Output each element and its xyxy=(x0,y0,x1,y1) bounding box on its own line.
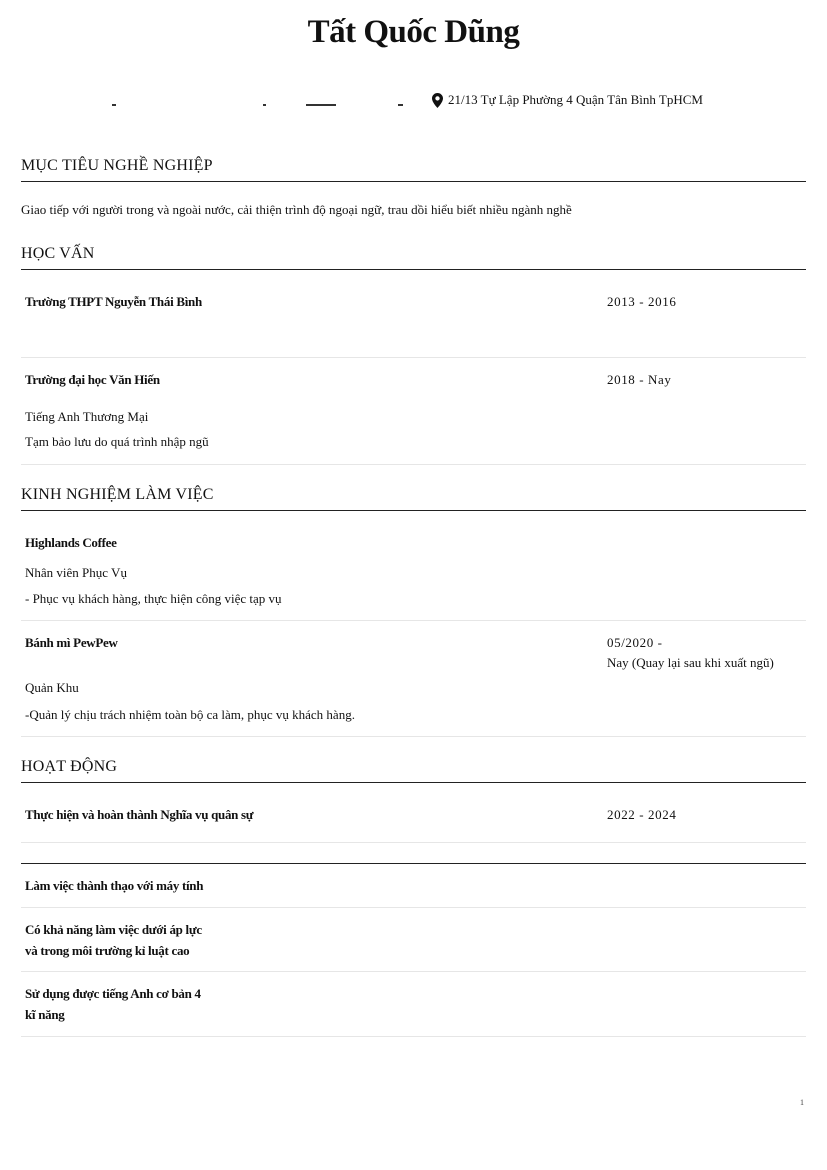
education-note: Tạm bảo lưu do quá trình nhập ngũ xyxy=(25,434,209,449)
experience-period-end: Nay (Quay lại sau khi xuất ngũ) xyxy=(607,655,774,670)
experience-role: Quản Khu xyxy=(25,680,79,695)
education-school: Trường THPT Nguyễn Thái Bình xyxy=(25,294,202,309)
education-period: 2013 - 2016 xyxy=(607,294,677,309)
education-major: Tiếng Anh Thương Mại xyxy=(25,409,149,424)
education-divider xyxy=(21,357,806,358)
experience-description: -Quản lý chịu trách nhiệm toàn bộ ca làm, phục vụ khách hàng. xyxy=(25,707,355,722)
experience-company: Highlands Coffee xyxy=(25,535,117,550)
skill-item: Sử dụng được tiếng Anh cơ bản 4 xyxy=(25,986,201,1001)
objective-rule xyxy=(21,181,806,182)
skills-divider xyxy=(21,971,806,972)
cropped-contact-line xyxy=(108,98,408,112)
skills-divider xyxy=(21,907,806,908)
skill-item-continued: kĩ năng xyxy=(25,1007,65,1022)
education-heading: HỌC VẤN xyxy=(21,245,95,262)
experience-company: Bánh mì PewPew xyxy=(25,635,118,650)
address-line xyxy=(432,92,703,108)
skill-item: Làm việc thành thạo với máy tính xyxy=(25,878,204,893)
experience-period-start: 05/2020 - xyxy=(607,635,663,650)
experience-heading: KINH NGHIỆM LÀM VIỆC xyxy=(21,486,214,503)
skill-item: Có khả năng làm việc dưới áp lực xyxy=(25,922,202,937)
experience-divider xyxy=(21,620,806,621)
objective-text: Giao tiếp với người trong và ngoài nước, cải thiện trình độ ngoại ngữ, trau dồi hiểu biết nhiều ngành nghề xyxy=(21,202,572,217)
activities-rule xyxy=(21,782,806,783)
skills-divider xyxy=(21,1036,806,1037)
objective-heading: MỤC TIÊU NGHỀ NGHIỆP xyxy=(21,157,213,174)
activity-period: 2022 - 2024 xyxy=(607,807,677,822)
education-period: 2018 - Nay xyxy=(607,372,672,387)
education-divider xyxy=(21,464,806,465)
activities-divider xyxy=(21,842,806,843)
location-pin-icon xyxy=(432,93,443,108)
address-text: 21/13 Tự Lập Phường 4 Quận Tân Bình TpHCM xyxy=(448,92,703,107)
education-rule xyxy=(21,269,806,270)
skill-item-continued: và trong môi trường kỉ luật cao xyxy=(25,943,190,958)
experience-divider xyxy=(21,736,806,737)
skills-rule xyxy=(21,863,806,864)
activities-heading: HOẠT ĐỘNG xyxy=(21,758,118,775)
experience-role: Nhân viên Phục Vụ xyxy=(25,565,127,580)
page-number: 1 xyxy=(800,1098,804,1107)
experience-rule xyxy=(21,510,806,511)
education-school: Trường đại học Văn Hiến xyxy=(25,372,160,387)
candidate-name: Tất Quốc Dũng xyxy=(307,14,520,50)
experience-description: - Phục vụ khách hàng, thực hiện công việc tạp vụ xyxy=(25,591,282,606)
activity-name: Thực hiện và hoàn thành Nghĩa vụ quân sự xyxy=(25,807,254,822)
